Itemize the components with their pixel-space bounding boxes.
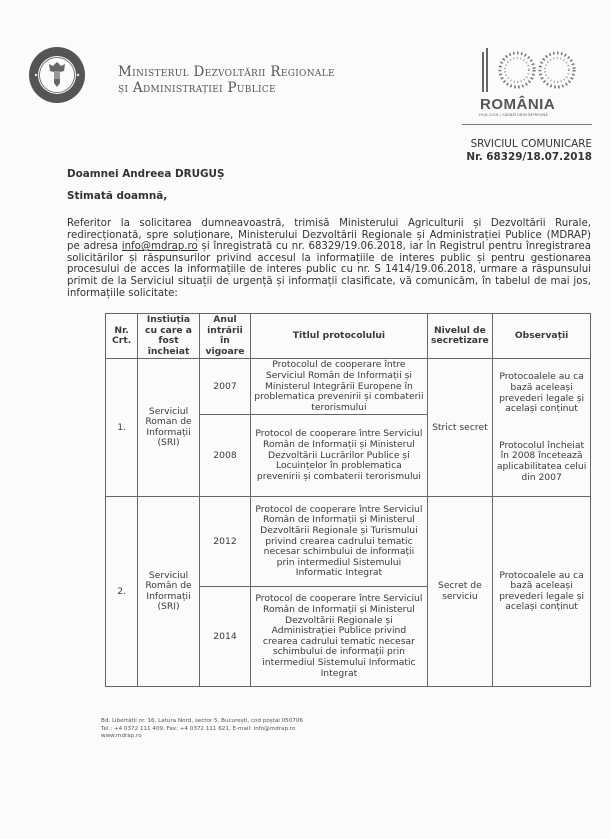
observation-text: Protocolul încheiat în 2008 încetează aplicabilitatea celui din 2007	[496, 439, 587, 483]
header-divider	[462, 124, 592, 125]
footer-address: Bd. Libertății nr. 16, Latura Nord, sector 5, București, cod poștal 050706	[101, 718, 303, 724]
ministry-name-line1: Ministerul Dezvoltării Regionale	[118, 64, 335, 80]
table-row	[106, 497, 591, 587]
header-year: Anul intrării în vigoare	[199, 314, 250, 359]
row-institution: Serviciul Român de Informații (SRI)	[138, 497, 200, 687]
row-year: 2012	[199, 497, 250, 587]
row-observations	[493, 497, 591, 687]
greeting: Stimată doamnă,	[67, 190, 168, 202]
romania-logo-title: ROMÂNIA	[480, 96, 556, 113]
recipient-name: Doamnei Andreea DRUGUȘ	[67, 168, 225, 180]
header-observations: Observații	[493, 314, 591, 359]
footer-website[interactable]: www.mdrap.ro	[101, 733, 142, 740]
document-reference-block	[466, 138, 592, 164]
row-level: Strict secret	[427, 359, 493, 497]
table-row	[106, 359, 591, 415]
row-nr: 1.	[106, 359, 138, 497]
row-year: 2008	[199, 415, 250, 497]
protocols-table	[105, 313, 591, 687]
row-observations	[493, 359, 591, 497]
row-title: Protocolul de cooperare între Serviciul Român de Informații și Ministerul Integrării Europene în problematica prevenirii și combaterii terorismului	[251, 359, 427, 415]
body-paragraph	[67, 218, 591, 299]
footer-contact	[101, 718, 303, 741]
table-header-row	[106, 314, 591, 359]
body-text-start: Referitor la solicitarea dumneavoastră, trimisă Ministerului Agriculturii și Dezvoltării Rurale, redirecționată, spre soluționare, Ministerului Dezvoltării Regionale și Administrației Publice (MDRAP) pe adresa	[67, 218, 591, 253]
ministry-name-line2: și Administrației Publice	[118, 80, 276, 96]
observation-text: Protocoalele au ca bază aceleași prevederi legale și același conținut	[499, 371, 585, 415]
row-title: Protocol de cooperare între Serviciul Român de Informații și Ministerul Dezvoltării Regionale și Turismului privind crearea cadrului tematic necesar schimbului de informații prin intermediul Sistemului Informatic Integrat	[251, 497, 427, 587]
government-seal-icon	[27, 45, 87, 105]
header-institution: Instiuția cu care a fost încheiat	[138, 314, 200, 359]
email-link[interactable]: info@mdrap.ro	[121, 241, 198, 253]
row-year: 2007	[199, 359, 250, 415]
body-text-end: și înregistrată cu nr. 68329/19.06.2018, iar în Registrul pentru înregistrarea solicitărilor și răspunsurilor privind accesul la informațiile de interes public și pentru gestionarea procesului de acces la informațiile de interes public cu nr. S 1414/19.06.2018, urmare a răspunsului primit de la Serviciul situații de urgență și informații clasificate, vă comunicăm, în tabelul de mai jos, informațiile solicitate:	[67, 241, 591, 299]
footer-phone-email: Tel.: +4 0372 111 409, Fax: +4 0372 111 621, E-mail: info@mdrap.ro	[101, 725, 296, 732]
header-level: Nivelul de secretizare	[427, 314, 493, 359]
row-title: Protocol de cooperare între Serviciul Român de Informații și Ministerul Dezvoltării Regionale și Administrației Publice privind crearea cadrului tematic necesar schimbului de informații prin intermediul Sistemului Informatic Integrat	[251, 587, 427, 687]
romania-logo-subtitle: 1918-2018 | SĂRBĂTORIM ÎMPREUNĂ	[478, 113, 548, 117]
row-nr: 2.	[106, 497, 138, 687]
ministry-name	[118, 64, 335, 96]
registration-number: Nr. 68329/18.07.2018	[466, 151, 592, 163]
row-title: Protocol de cooperare între Serviciul Român de Informații și Ministerul Dezvoltării Lucrărilor Publice și Locuințelor în problematica prevenirii și combaterii terorismului	[251, 415, 427, 497]
row-year: 2014	[199, 587, 250, 687]
row-institution: Serviciul Roman de Informații (SRI)	[138, 359, 200, 497]
department-name: SRVICIUL COMUNICARE	[470, 138, 592, 150]
observation-text: Protocoalele au ca bază aceleași prevederi legale și același conținut	[499, 569, 585, 613]
header-title: Titlul protocolului	[251, 314, 427, 359]
header-nr: Nr. Crt.	[106, 314, 138, 359]
row-level: Secret de serviciu	[427, 497, 493, 687]
